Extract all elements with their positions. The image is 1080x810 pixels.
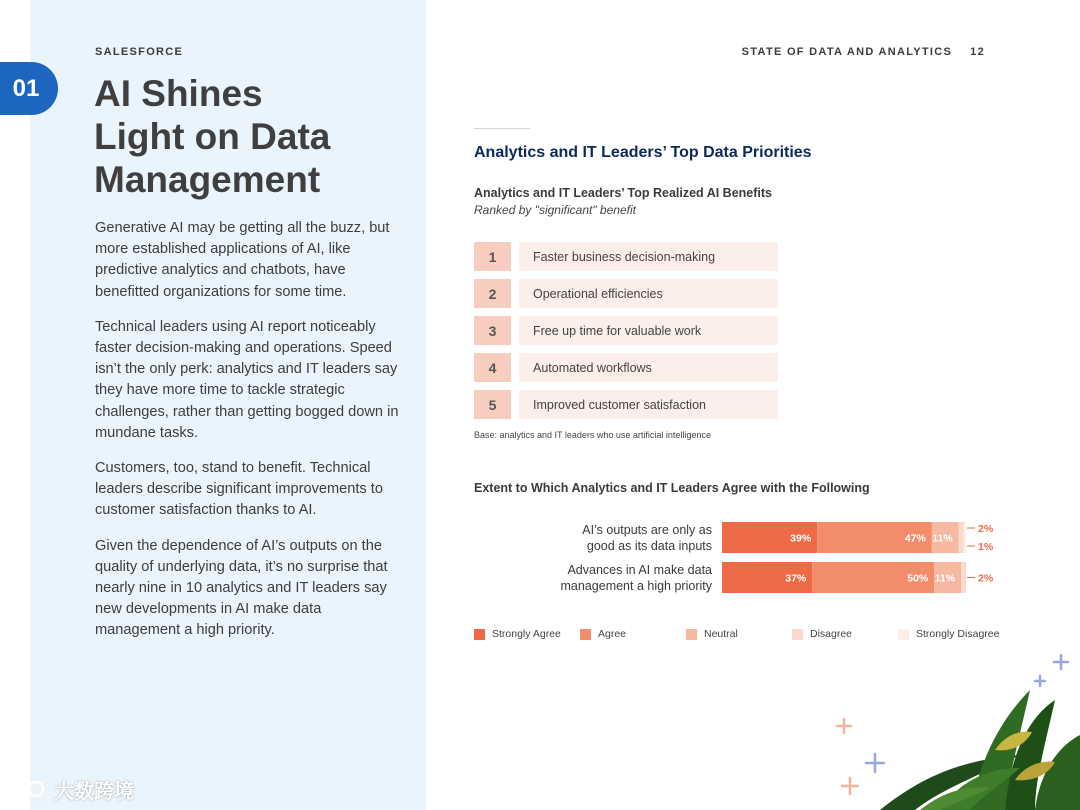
data-label: 1% [978,541,994,553]
legend-label: Disagree [810,628,853,640]
section-number-tab: 01 [0,62,58,115]
ranking-title: Analytics and IT Leaders’ Top Realized AI Benefits [474,186,772,200]
base-note: Base: analytics and IT leaders who use artificial intelligence [474,430,711,440]
plant-illustration [820,650,1080,810]
data-label: 37% [785,572,807,585]
category-label: good as its data inputs [586,539,712,553]
rank-number: 1 [474,242,511,271]
legend-swatch [898,629,909,640]
data-label: 2% [978,572,994,585]
ranking-item [474,316,778,345]
legend-item [580,628,626,640]
legend-swatch [474,629,485,640]
legend-item [898,628,999,640]
legend-label: Strongly Disagree [916,628,1000,640]
report-title: STATE OF DATA AND ANALYTICS [741,46,953,58]
body-paragraph: Given the dependence of AI’s outputs on the quality of underlying data, it’s no surprise that nearly nine in 10 analytics and IT leaders say new developments in AI make data management a high priority. [95,537,388,639]
rank-number: 5 [474,390,511,419]
category-label: AI’s outputs are only as [582,523,712,537]
ranking-item [474,242,778,271]
divider [474,128,530,129]
legend-swatch [686,629,697,640]
legend-item [686,628,738,640]
body-text [95,218,400,656]
stacked-bar-chart [470,512,1015,607]
ranking-subtitle: Ranked by "significant" benefit [474,203,636,217]
legend-label: Agree [598,628,627,640]
legend-item [792,628,852,640]
legend-swatch [580,629,591,640]
bar-segment [959,522,964,553]
rank-label: Faster business decision-making [519,242,778,271]
watermark [8,775,134,804]
data-label: 2% [978,523,994,535]
data-label: 39% [790,532,812,545]
rank-number: 2 [474,279,511,308]
page-number: 12 [970,46,985,58]
title-line: Management [94,159,321,200]
legend-label: Neutral [704,628,738,640]
brand-name: SALESFORCE [95,46,184,58]
data-label: 47% [904,532,926,545]
data-label: 11% [932,532,953,545]
running-header [742,46,985,58]
category-label: Advances in AI make data [567,563,712,577]
body-paragraph: Technical leaders using AI report noticeably faster decision-making and operations. Speed isn’t the only perk: analytics and IT leaders say they have more time to tackle strategic challenges, rather than getting bogged down in mundane tasks. [95,318,399,441]
legend-label: Strongly Agree [492,628,561,640]
legend-item [474,628,561,640]
ranking-item [474,353,778,382]
section-heading: Analytics and IT Leaders’ Top Data Priorities [474,144,812,161]
rank-label: Automated workflows [519,353,778,382]
page-title [94,72,414,201]
bar-segment [961,562,966,593]
chart-legend [474,628,1014,644]
rank-number: 4 [474,353,511,382]
stacked-chart-title: Extent to Which Analytics and IT Leaders Agree with the Following [474,481,870,495]
category-label: management a high priority [560,579,712,593]
data-label: 11% [934,572,956,585]
legend-swatch [792,629,803,640]
ranking-list [474,242,778,427]
rank-number: 3 [474,316,511,345]
body-paragraph: Generative AI may be getting all the buzz, but more established applications of AI, like predictive analytics and chatbots, have benefitted organizations for some time. [95,220,390,300]
title-line: Light on Data [94,116,331,157]
watermark-logo-icon [8,777,48,803]
rank-label: Operational efficiencies [519,279,778,308]
bar-segment [964,522,966,553]
rank-label: Improved customer satisfaction [519,390,778,419]
rank-label: Free up time for valuable work [519,316,778,345]
body-paragraph: Customers, too, stand to benefit. Technical leaders describe significant improvements to customer satisfaction thanks to AI. [95,460,383,519]
watermark-text: 大数跨境 [54,781,134,803]
leaf-icon [880,690,1080,810]
sparkle-icon [837,719,858,794]
ranking-item [474,390,778,419]
ranking-item [474,279,778,308]
data-label: 50% [907,572,929,585]
title-line: AI Shines [94,73,263,114]
